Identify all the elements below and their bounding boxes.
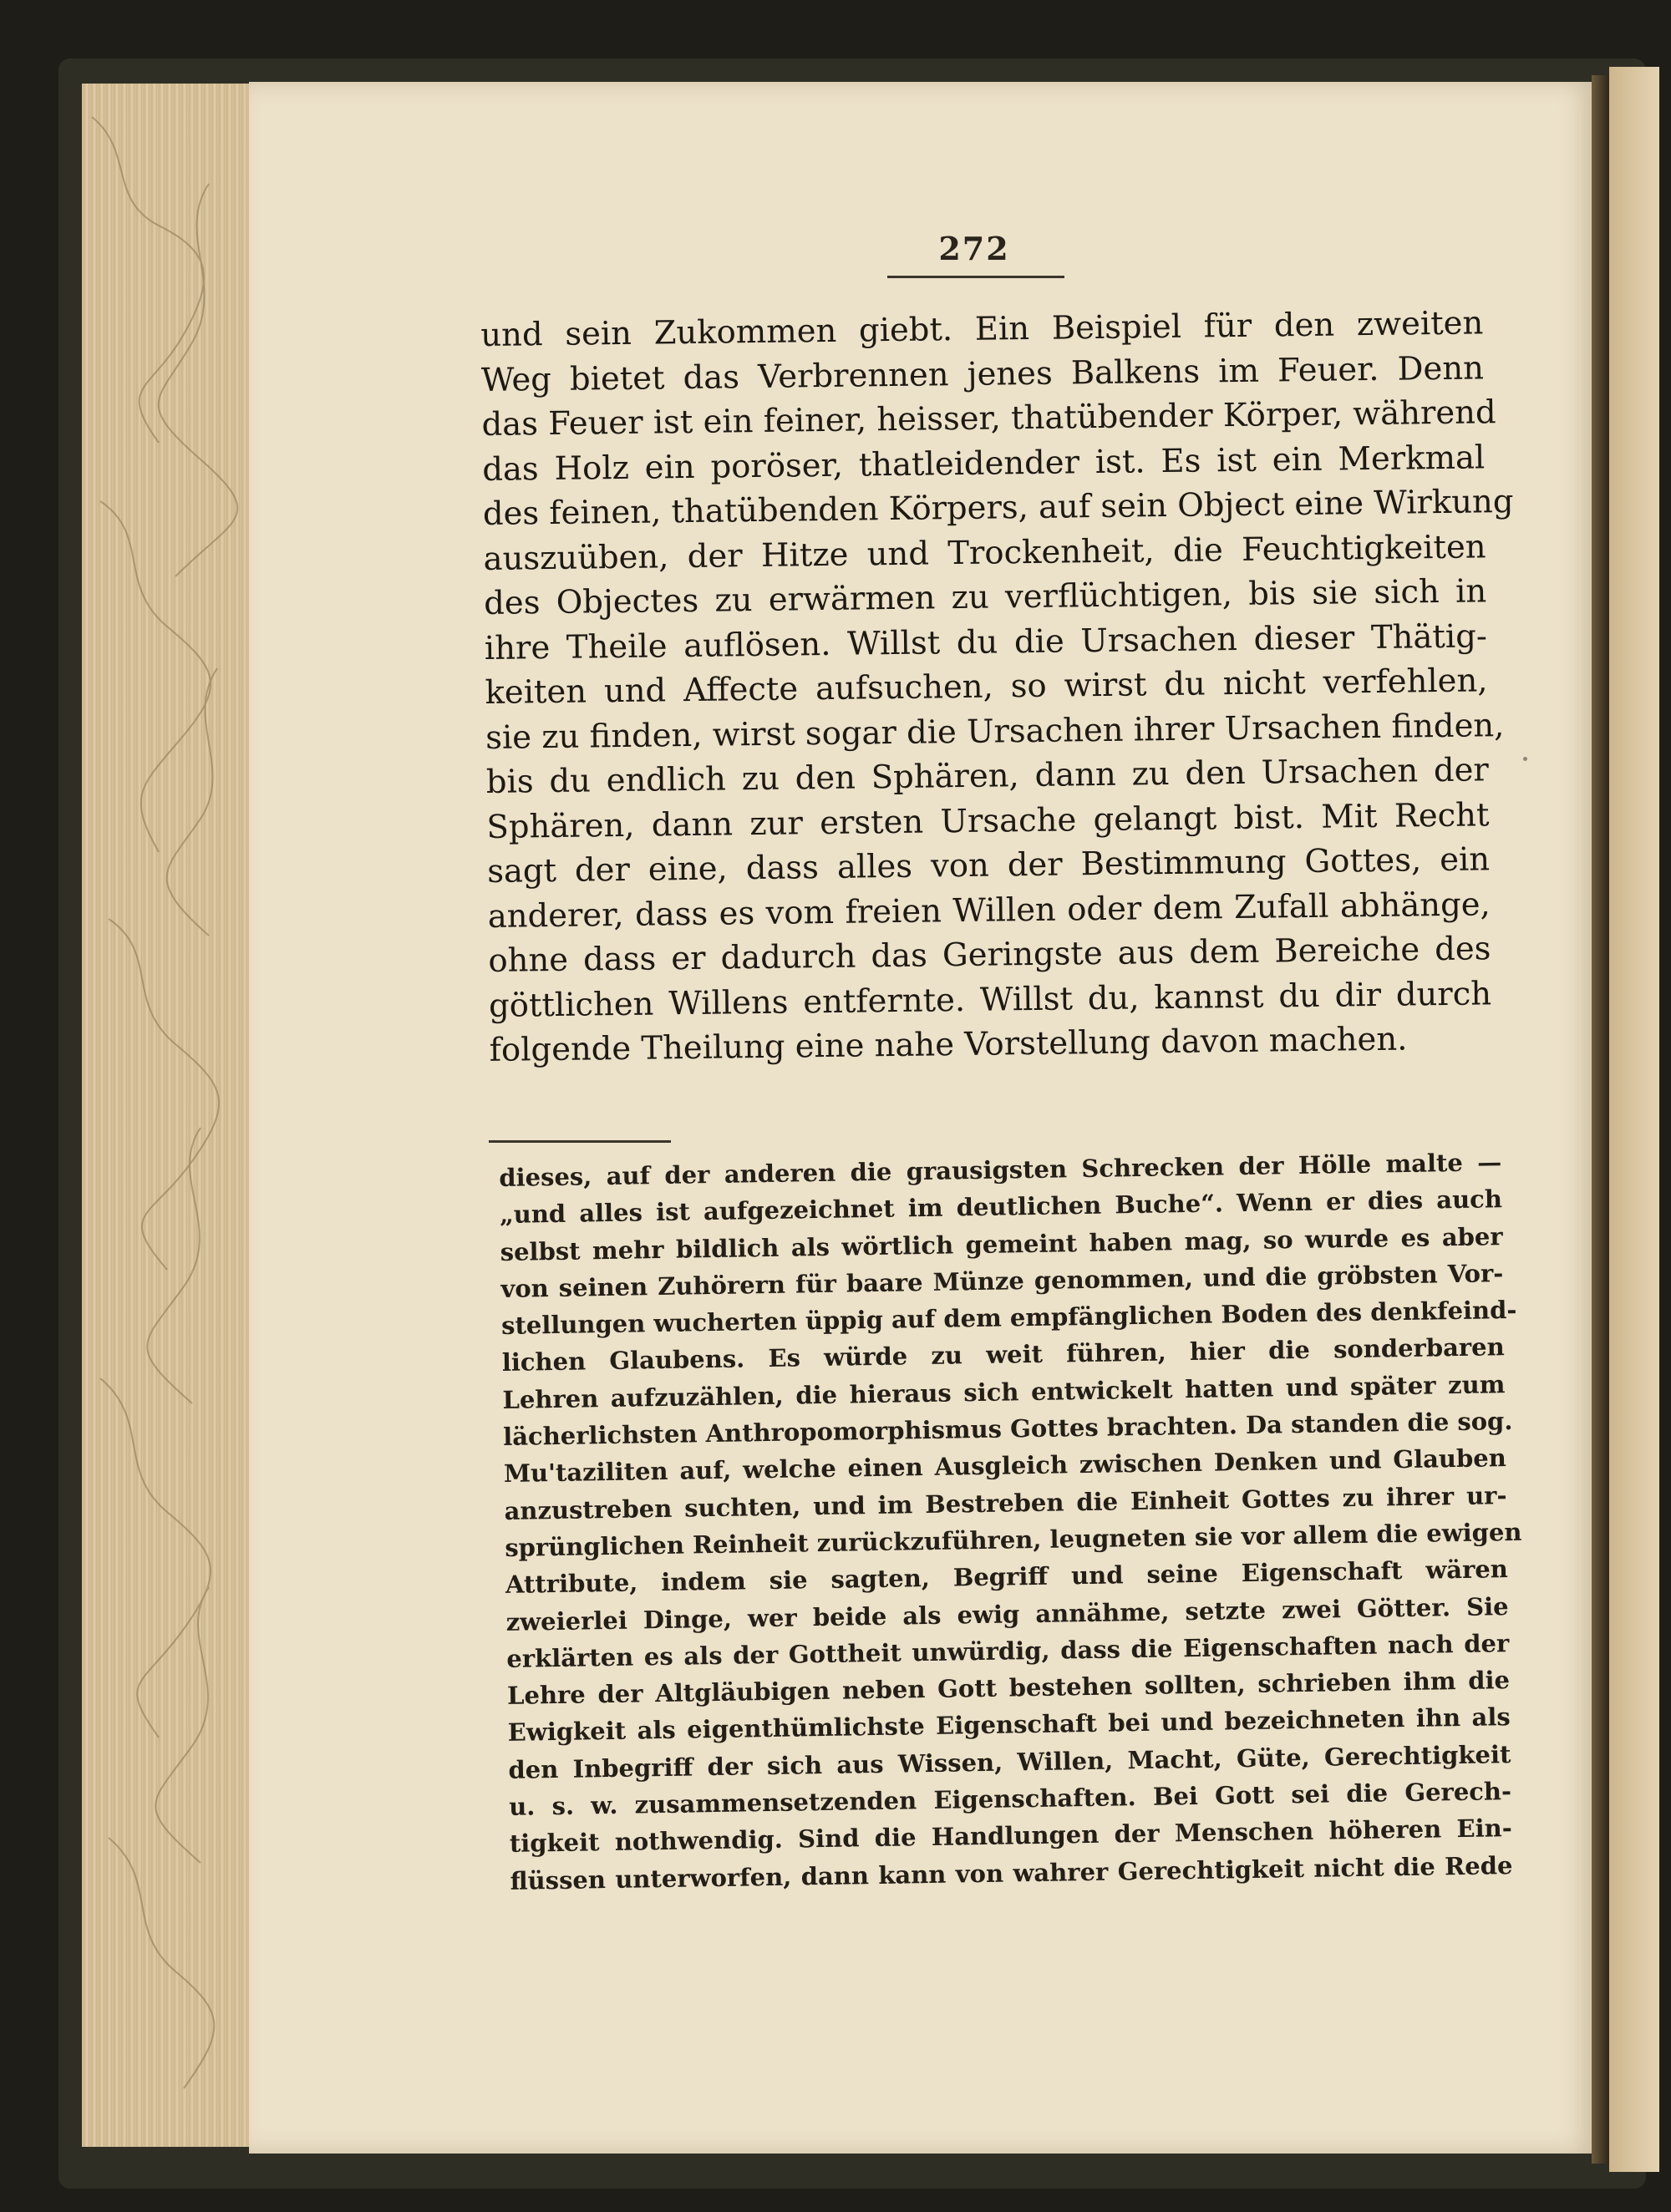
- main-text-line: göttlichen Willens entfernte. Willst du, kannst du dir durch: [488, 974, 1492, 1025]
- main-text-line: ohne dass er dadurch das Geringste aus dem Bereiche des: [488, 930, 1491, 980]
- footnote-line: stellungen wucherten üppig auf dem empfänglichen Boden des denkfeind-: [500, 1296, 1517, 1341]
- footnote-line: zweierlei Dinge, wer beide als ewig annähme, setzte zwei Götter. Sie: [505, 1591, 1509, 1636]
- footnote-line: lichen Glaubens. Es würde zu weit führen, hier die sonderbaren: [501, 1332, 1505, 1377]
- facing-page-edge: [1609, 67, 1659, 2172]
- book-gutter: [1592, 75, 1610, 2164]
- main-text-line: sie zu finden, wirst sogar die Ursachen ihrer Ursachen finden,: [485, 706, 1505, 757]
- footnote-line: dieses, auf der anderen die grausigsten Schrecken der Hölle malte —: [499, 1148, 1502, 1192]
- main-text-line: des feinen, thatübenden Körpers, auf sein Object eine Wirkung: [482, 482, 1514, 533]
- main-text-line: des Objectes zu erwärmen zu verflüchtigen, bis sie sich in: [483, 572, 1487, 622]
- main-text-line: Sphären, dann zur ersten Ursache gelangt bist. Mit Recht: [486, 795, 1490, 846]
- page-number-rule: [887, 276, 1064, 278]
- main-text-line: das Holz ein poröser, thatleidender ist. Es ist ein Merkmal: [482, 438, 1486, 489]
- main-text-line: das Feuer ist ein feiner, heisser, thatübender Körper, während: [481, 393, 1496, 444]
- ink-speck: [1523, 757, 1527, 761]
- footnote-line: sprünglichen Reinheit zurückzuführen, leugneten sie vor allem die ewigen: [505, 1517, 1522, 1562]
- footnote-line: u. s. w. zusammensetzenden Eigenschaften. Bei Gott sei die Gerech-: [508, 1777, 1512, 1821]
- footnote-line: selbst mehr bildlich als wörtlich gemeint haben mag, so wurde es aber: [500, 1221, 1503, 1266]
- marbled-edge-pattern: [84, 84, 251, 2147]
- footnote-line: lächerlichsten Anthropomorphismus Gottes brachten. Da standen die sog.: [502, 1407, 1513, 1452]
- footnote-line: flüssen unterworfen, dann kann von wahrer Gerechtigkeit nicht die Rede: [510, 1850, 1513, 1895]
- main-text-line: und sein Zukommen giebt. Ein Beispiel für den zweiten: [480, 304, 1484, 354]
- footnote-line: Ewigkeit als eigenthümlichste Eigenschaft bei und bezeichneten ihn als: [507, 1702, 1511, 1748]
- main-text-line: anderer, dass es vom freien Willen oder dem Zufall abhänge,: [487, 885, 1491, 936]
- footnote-line: von seinen Zuhörern für baare Münze genommen, und die gröbsten Vor-: [500, 1259, 1504, 1303]
- footnote-line: Mu'taziliten auf, welche einen Ausgleich zwischen Denken und Glauben: [503, 1443, 1507, 1489]
- footnote-line: tigkeit nothwendig. Sind die Handlungen der Menschen höheren Ein-: [509, 1814, 1512, 1859]
- footnote-line: Lehre der Altgläubigen neben Gott bestehen sollten, schrieben ihm die: [506, 1666, 1511, 1711]
- footnote-line: anzustreben suchten, und im Bestreben die Einheit Gottes zu ihrer ur-: [504, 1480, 1507, 1525]
- footnote-line: „und alles ist aufgezeichnet im deutlichen Buche“. Wenn er dies auch: [499, 1185, 1503, 1230]
- main-text-line: keiten und Affecte aufsuchen, so wirst du nicht verfehlen,: [485, 662, 1488, 712]
- page-number: 272: [938, 230, 1010, 267]
- footnote-block: [499, 1144, 1522, 1900]
- footnote-line: erklärten es als der Gottheit unwürdig, dass die Eigenschaften nach der: [506, 1628, 1510, 1673]
- footnote-rule: [489, 1140, 671, 1143]
- main-text-line: bis du endlich zu den Sphären, dann zu den Ursachen der: [485, 751, 1490, 801]
- main-text-line: folgende Theilung eine nahe Vorstellung davon machen.: [489, 1020, 1408, 1069]
- main-text-line: ihre Theile auflösen. Willst du die Ursachen dieser Thätig-: [484, 616, 1488, 667]
- footnote-line: den Inbegriff der sich aus Wissen, Willen, Macht, Güte, Gerechtigkeit: [508, 1739, 1511, 1784]
- main-text-line: sagt der eine, dass alles von der Bestimmung Gottes, ein: [486, 840, 1491, 890]
- main-text: [480, 301, 1514, 1073]
- main-text-line: Weg bietet das Verbrennen jenes Balkens im Feuer. Denn: [480, 348, 1485, 399]
- footnote-line: Lehren aufzuzählen, die hieraus sich entwickelt hatten und später zum: [502, 1369, 1506, 1414]
- footnote-line: Attribute, indem sie sagten, Begriff und seine Eigenschaft wären: [505, 1555, 1509, 1600]
- main-text-line: auszuüben, der Hitze und Trockenheit, die Feuchtigkeiten: [483, 527, 1486, 578]
